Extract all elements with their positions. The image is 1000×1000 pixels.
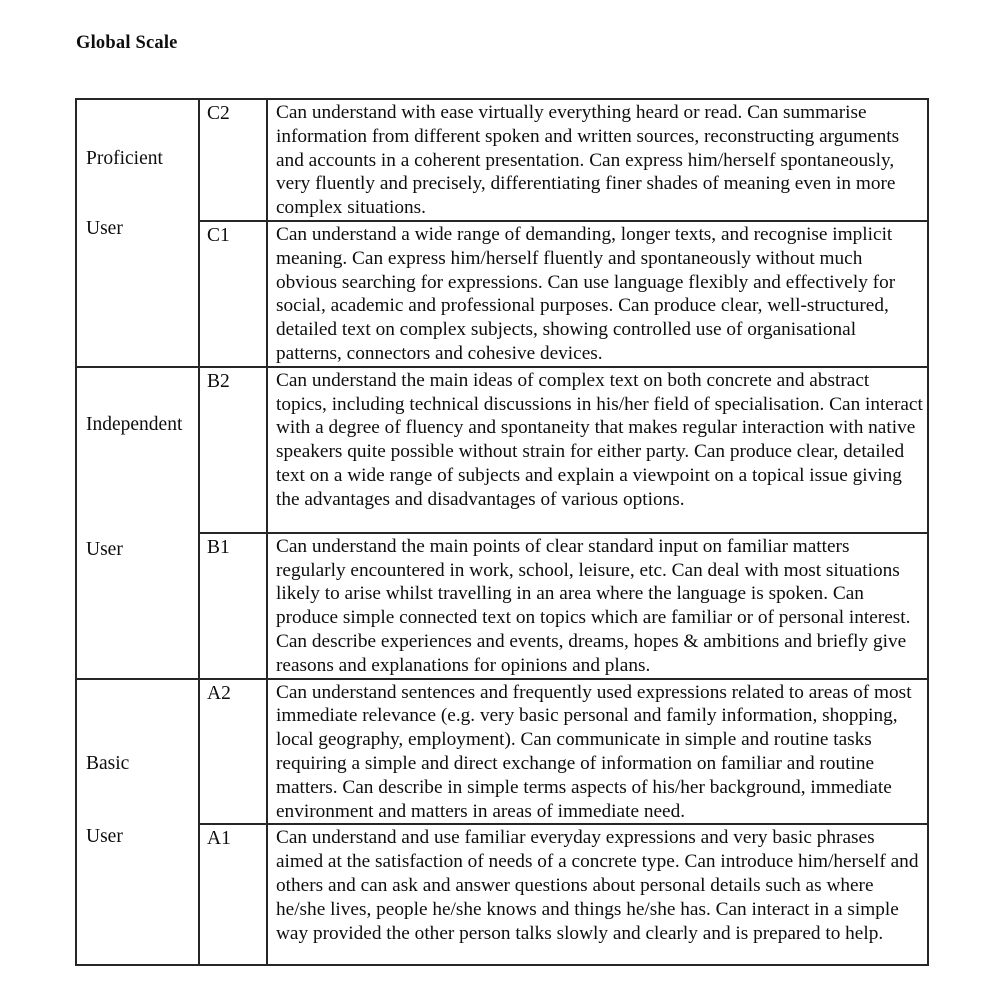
group-name-proficient: Proficient (86, 148, 163, 169)
group-name-basic: Basic (86, 752, 130, 774)
group-name-basic-user-word: User (86, 825, 123, 847)
level-description-a2: Can understand sentences and frequently used expressions related to areas of most immediate relevance (e.g. very basic personal and family information, shopping, local geography, employment). Can communicate in simple and routine tasks requiring a simple and direct exchange of information on familiar and routine matters. Can describe in simple terms aspects of his/her background, immediate environment and matters in areas of immediate need. (267, 679, 928, 825)
group-name-proficient-user-word: User (86, 218, 123, 239)
level-code-c2: C2 (199, 99, 267, 221)
group-name-independent: Independent (86, 413, 183, 435)
table-row-c2 (76, 99, 928, 221)
level-code-c1: C1 (199, 221, 267, 367)
group-cell-basic-user (76, 679, 199, 966)
level-code-a1: A1 (199, 824, 267, 965)
group-cell-independent-user (76, 367, 199, 679)
level-description-a1: Can understand and use familiar everyday expressions and very basic phrases aimed at the satisfaction of needs of a concrete type. Can introduce him/herself and others and can ask and answer questions about personal details such as where he/she lives, people he/she knows and things he/she has. Can interact in a simple way provided the other person talks slowly and clearly and is prepared to help. (267, 824, 928, 965)
table-row-b1 (76, 533, 928, 679)
level-code-b1: B1 (199, 533, 267, 679)
global-scale-table (75, 98, 929, 966)
table-row-a1 (76, 824, 928, 965)
table-row-b2 (76, 367, 928, 533)
page-title: Global Scale (76, 33, 178, 53)
group-cell-proficient-user (76, 99, 199, 367)
level-description-b1: Can understand the main points of clear standard input on familiar matters regularly encountered in work, school, leisure, etc. Can deal with most situations likely to arise whilst travelling in an area where the language is spoken. Can produce simple connected text on topics which are familiar or of personal interest. Can describe experiences and events, dreams, hopes & ambitions and briefly give reasons and explanations for opinions and plans. (267, 533, 928, 679)
table-row-c1 (76, 221, 928, 367)
table-row-a2 (76, 679, 928, 825)
level-description-c1: Can understand a wide range of demanding, longer texts, and recognise implicit meaning. Can express him/herself fluently and spontaneously without much obvious searching for expressions. Can use language flexibly and effectively for social, academic and professional purposes. Can produce clear, well-structured, detailed text on complex subjects, showing controlled use of organisational patterns, connectors and cohesive devices. (267, 221, 928, 367)
level-description-b2: Can understand the main ideas of complex text on both concrete and abstract topics, including technical discussions in his/her field of specialisation. Can interact with a degree of fluency and spontaneity that makes regular interaction with native speakers quite possible without strain for either party. Can produce clear, detailed text on a wide range of subjects and explain a viewpoint on a topical issue giving the advantages and disadvantages of various options. (267, 367, 928, 533)
level-code-a2: A2 (199, 679, 267, 825)
level-description-c2: Can understand with ease virtually everything heard or read. Can summarise information from different spoken and written sources, reconstructing arguments and accounts in a coherent presentation. Can express him/herself spontaneously, very fluently and precisely, differentiating finer shades of meaning even in more complex situations. (267, 99, 928, 221)
group-name-independent-user-word: User (86, 538, 123, 560)
level-code-b2: B2 (199, 367, 267, 533)
